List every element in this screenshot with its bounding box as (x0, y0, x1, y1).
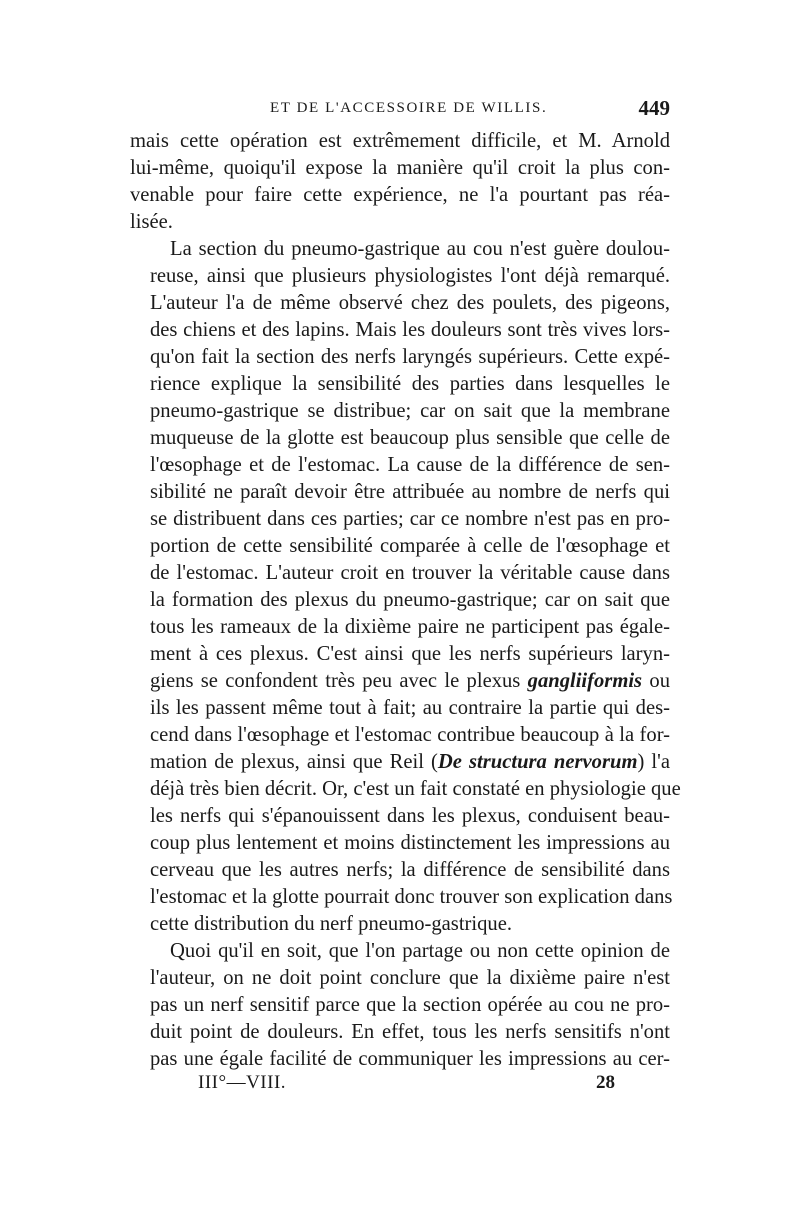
text-line: l'œsophage et de l'estomac. La cause de la différence de sen- (150, 454, 670, 476)
text-line: l'estomac et la glotte pourrait donc trouver son explication dans (150, 886, 673, 908)
text-line: venable pour faire cette expérience, ne l'a pourtant pas réa- (130, 184, 670, 206)
text-line: se distribuent dans ces parties; car ce nombre n'est pas en pro- (150, 508, 670, 530)
text-line: rience explique la sensibilité des parties dans lesquelles le (150, 373, 670, 395)
text-line: de l'estomac. L'auteur croit en trouver la véritable cause dans (150, 562, 670, 584)
text-line: portion de cette sensibilité comparée à celle de l'œsophage et (150, 535, 670, 557)
text-line: cette distribution du nerf pneumo-gastrique. (150, 913, 513, 935)
text-line: les nerfs qui s'épanouissent dans les plexus, conduisent beau- (150, 805, 670, 827)
text-line: duit point de douleurs. En effet, tous les nerfs sensitifs n'ont (150, 1021, 670, 1043)
text-line: coup plus lentement et moins distinctement les impressions au (150, 832, 670, 854)
text-line: des chiens et des lapins. Mais les douleurs sont très vives lors- (150, 319, 670, 341)
text-line: cerveau que les autres nerfs; la différence de sensibilité dans (150, 859, 670, 881)
text-line: La section du pneumo-gastrique au cou n'est guère doulou- (170, 238, 670, 260)
text-line: la formation des plexus du pneumo-gastrique; car on sait que (150, 589, 670, 611)
text-line: pas une égale facilité de communiquer les impressions au cer- (150, 1048, 670, 1070)
text-line: mais cette opération est extrêmement difficile, et M. Arnold (130, 130, 670, 152)
text-line: tous les rameaux de la dixième paire ne participent pas égale- (150, 616, 670, 638)
text-line: ils les passent même tout à fait; au contraire la partie qui des- (150, 697, 670, 719)
text-line: cend dans l'œsophage et l'estomac contribue beaucoup à la for- (150, 724, 670, 746)
signature-mark: III°—VIII. (198, 1072, 287, 1093)
italic-term: De structura nervorum (437, 751, 638, 773)
paragraph (130, 938, 670, 1073)
text-line: ment à ces plexus. C'est ainsi que les nerfs supérieurs laryn- (150, 643, 670, 665)
text-line: lisée. (130, 211, 173, 233)
page-number: 449 (638, 96, 670, 120)
text-line: qu'on fait la section des nerfs laryngés supérieurs. Cette expé- (150, 346, 670, 368)
text-line: pas un nerf sensitif parce que la section opérée au cou ne pro- (150, 994, 670, 1016)
body-text (130, 128, 681, 1073)
text-line: déjà très bien décrit. Or, c'est un fait constaté en physiologie que (150, 778, 681, 800)
text-line: mation de plexus, ainsi que Reil (De structura nervorum) l'a (150, 751, 670, 773)
running-head (130, 96, 670, 126)
text-line: l'auteur, on ne doit point conclure que la dixième paire n'est (150, 967, 670, 989)
text-line: Quoi qu'il en soit, que l'on partage ou non cette opinion de (170, 940, 670, 962)
text-line: muqueuse de la glotte est beaucoup plus sensible que celle de (150, 427, 670, 449)
page-footer (130, 1072, 670, 1102)
text-line: reuse, ainsi que plusieurs physiologistes l'ont déjà remarqué. (150, 265, 670, 287)
italic-term: gangliiformis (527, 670, 643, 692)
text-line: giens se confondent très peu avec le plexus gangliiformis ou (150, 670, 670, 692)
text-line: sibilité ne paraît devoir être attribuée au nombre de nerfs qui (150, 481, 670, 503)
text-line: pneumo-gastrique se distribue; car on sait que la membrane (150, 400, 670, 422)
running-title: ET DE L'ACCESSOIRE DE WILLIS. (270, 100, 548, 116)
paragraph (130, 128, 670, 236)
sheet-number: 28 (596, 1072, 615, 1093)
text-line: L'auteur l'a de même observé chez des poulets, des pigeons, (150, 292, 670, 314)
paragraph (130, 236, 681, 938)
text-line: lui-même, quoiqu'il expose la manière qu'il croit la plus con- (130, 157, 670, 179)
